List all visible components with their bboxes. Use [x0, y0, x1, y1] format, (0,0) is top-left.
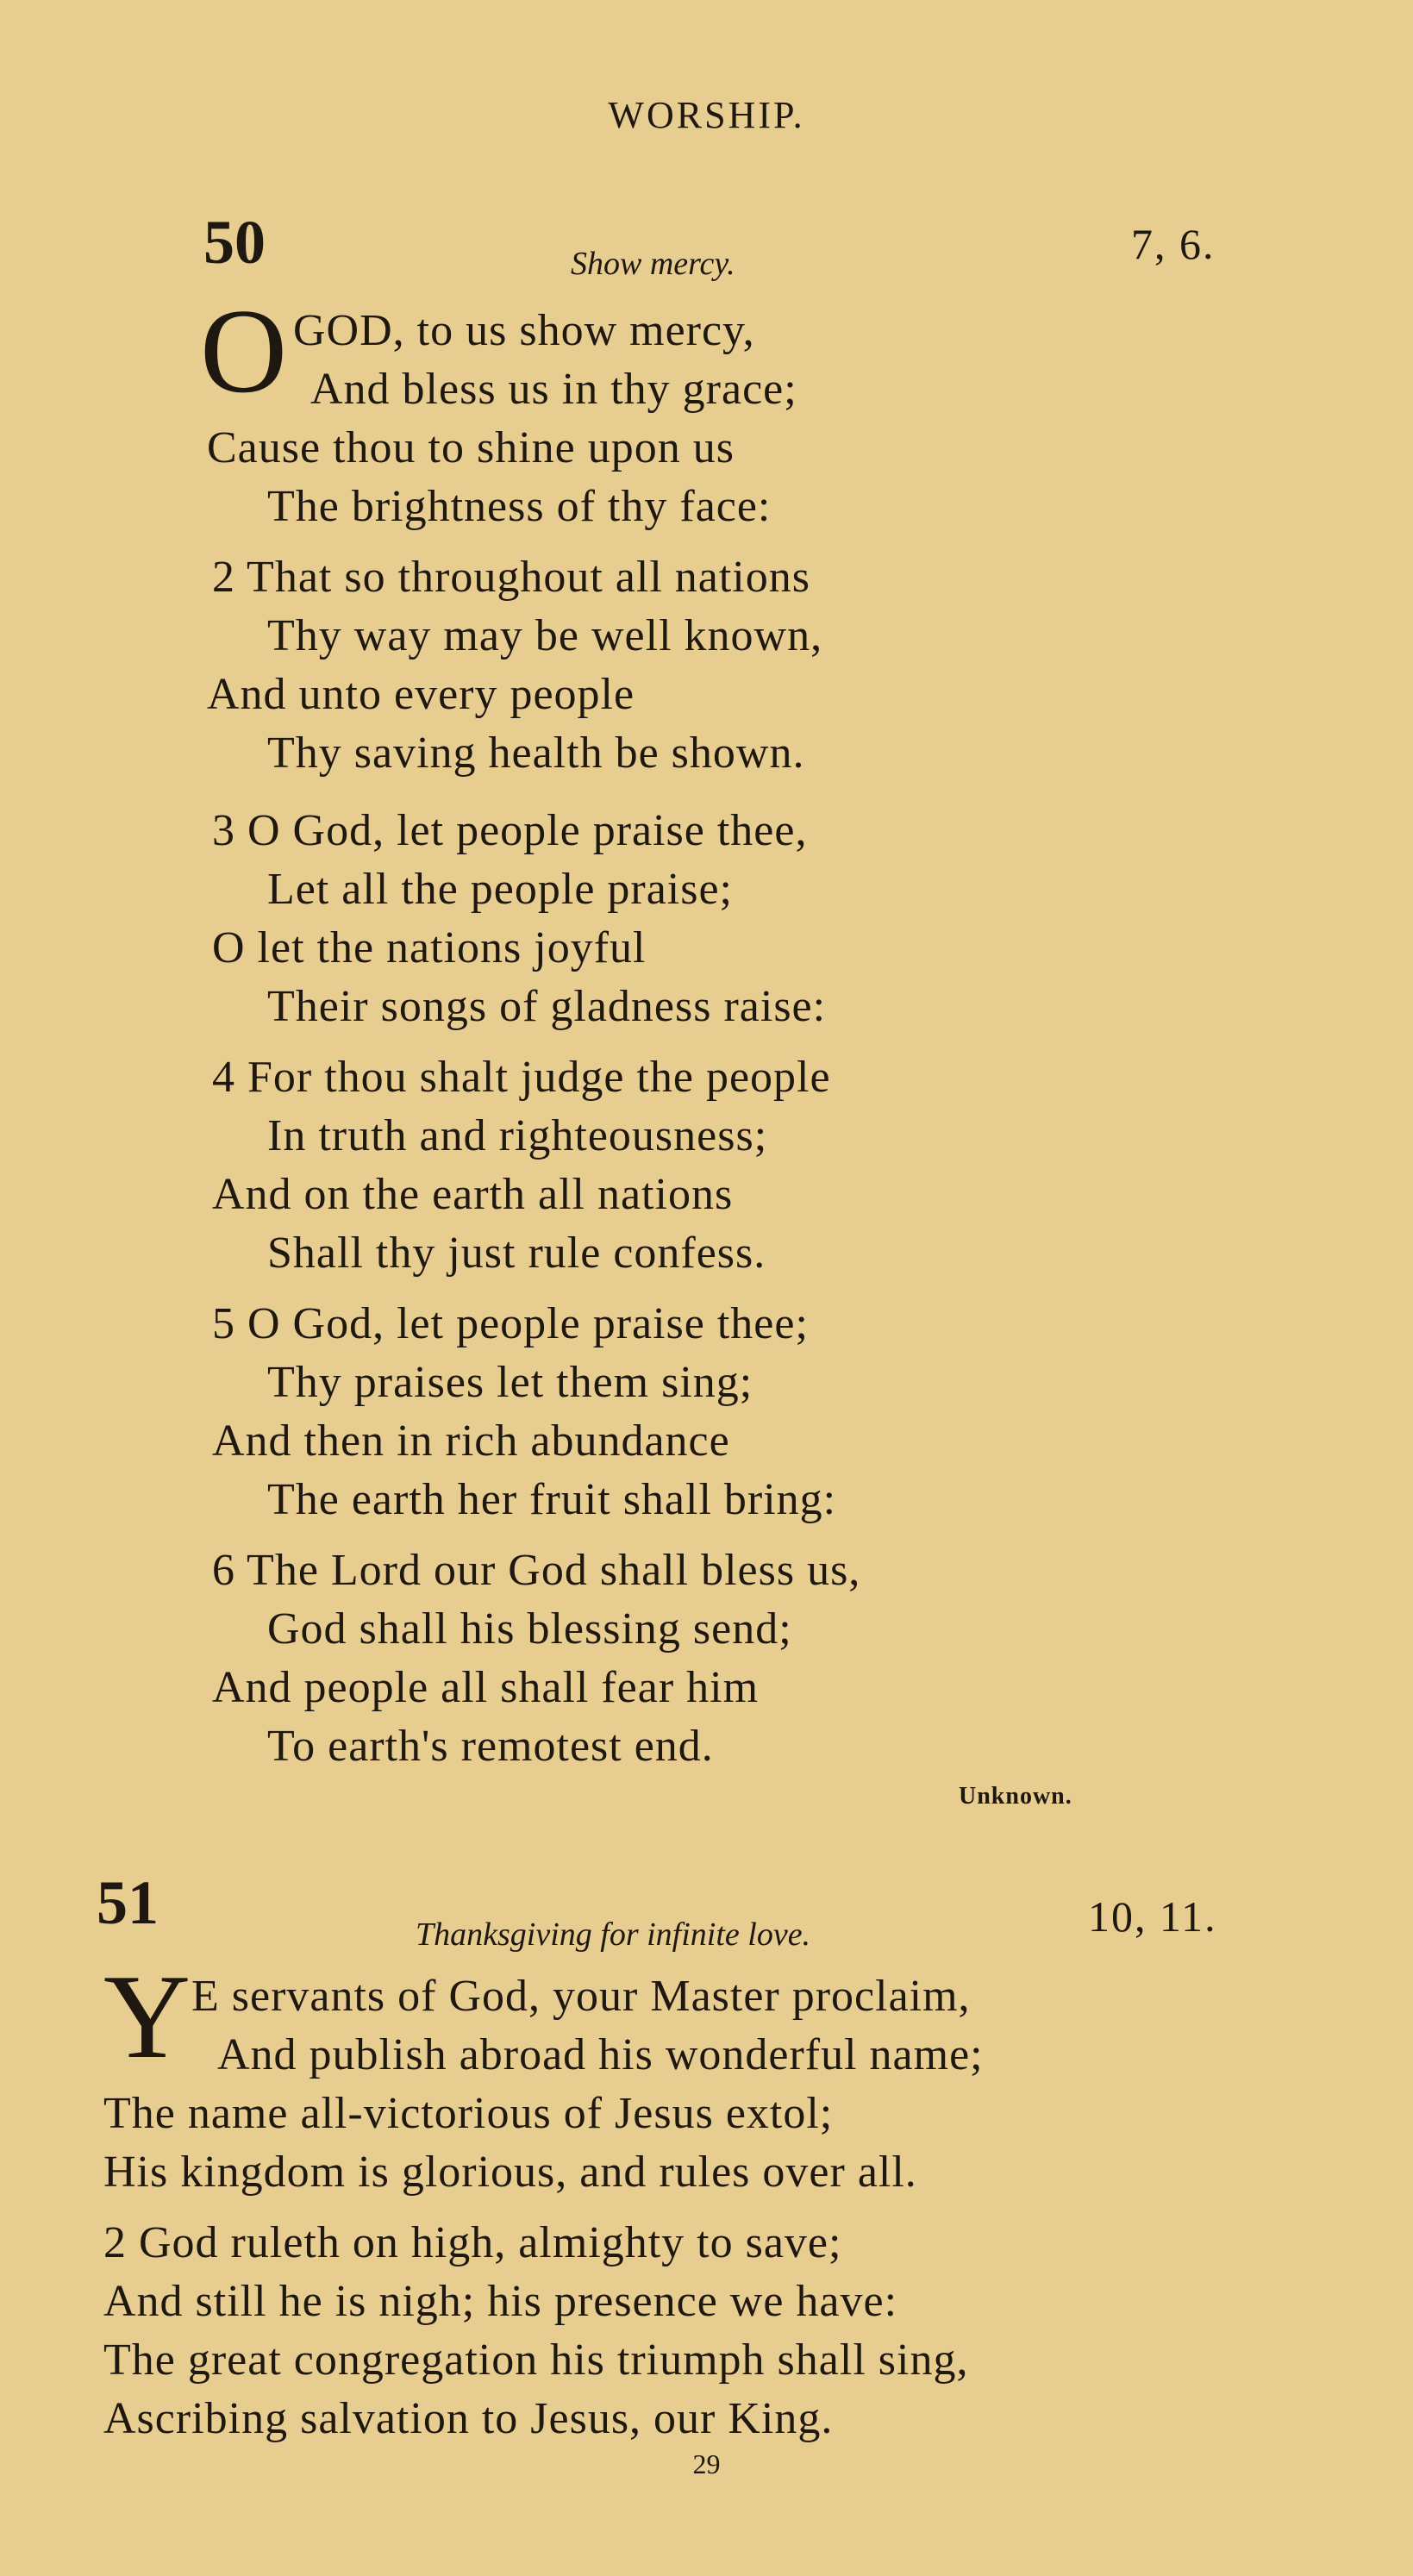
hymn-51-title: Thanksgiving for infinite love. [416, 1916, 811, 1953]
section-title: WORSHIP. [608, 94, 805, 136]
h50-v6-l3: And people all shall fear him [212, 1663, 760, 1712]
h50-v4-l1: 4 For thou shalt judge the people [212, 1053, 831, 1102]
hymn-50-meter: 7, 6. [1131, 220, 1216, 268]
h50-v3-l2: Let all the people praise; [267, 865, 734, 914]
h50-v2-l1: 2 That so throughout all nations [212, 553, 810, 602]
h50-v2-l4: Thy saving health be shown. [267, 728, 805, 778]
hymn-50-dropcap: O [200, 284, 288, 418]
h51-v1-l2: And publish abroad his wonderful name; [217, 2030, 984, 2079]
hymn-51-number: 51 [97, 1868, 159, 1937]
h50-v4-l4: Shall thy just rule confess. [267, 1229, 766, 1278]
h50-v4-l2: In truth and righteousness; [267, 1111, 768, 1160]
h50-v4-l3: And on the earth all nations [212, 1170, 734, 1219]
h50-v5-l2: Thy praises let them sing; [267, 1358, 753, 1407]
h51-v2-l2: And still he is nigh; his presence we have: [103, 2277, 898, 2326]
h50-v2-l2: Thy way may be well known, [267, 611, 823, 660]
h50-v1-l4: The brightness of thy face: [267, 482, 772, 531]
h51-v1-l3: The name all-victorious of Jesus extol; [103, 2089, 834, 2138]
page-number: 29 [692, 2448, 721, 2479]
h50-v6-l4: To earth's remotest end. [267, 1722, 714, 1771]
h50-v6-l1: 6 The Lord our God shall bless us, [212, 1546, 861, 1595]
hymn-50-number: 50 [203, 208, 266, 277]
h50-v1-l3: Cause thou to shine upon us [207, 423, 735, 472]
hymn-51-dropcap: Y [103, 1950, 191, 2084]
h50-v3-l3: O let the nations joyful [212, 923, 647, 972]
h50-v3-l1: 3 O God, let people praise thee, [212, 806, 808, 855]
h50-v6-l2: God shall his blessing send; [267, 1604, 792, 1654]
h50-v5-l1: 5 O God, let people praise thee; [212, 1299, 809, 1348]
h51-v1-l4: His kingdom is glorious, and rules over all. [103, 2148, 917, 2197]
h50-v5-l4: The earth her fruit shall bring: [267, 1475, 837, 1524]
h51-v1-l1: E servants of God, your Master proclaim, [191, 1972, 971, 2021]
h50-v1-l1: GOD, to us show mercy, [293, 306, 755, 355]
h50-v2-l3: And unto every people [207, 670, 635, 719]
hymn-51-meter: 10, 11. [1088, 1892, 1217, 1941]
hymn-50-author: Unknown. [959, 1783, 1072, 1810]
h50-v3-l4: Their songs of gladness raise: [267, 982, 827, 1031]
h51-v2-l1: 2 God ruleth on high, almighty to save; [103, 2218, 842, 2267]
h50-v1-l2: And bless us in thy grace; [310, 365, 797, 414]
h50-v5-l3: And then in rich abundance [212, 1416, 730, 1466]
h51-v2-l3: The great congregation his triumph shall sing, [103, 2335, 969, 2385]
hymn-50-title: Show mercy. [571, 246, 735, 282]
h51-v2-l4: Ascribing salvation to Jesus, our King. [103, 2394, 834, 2443]
